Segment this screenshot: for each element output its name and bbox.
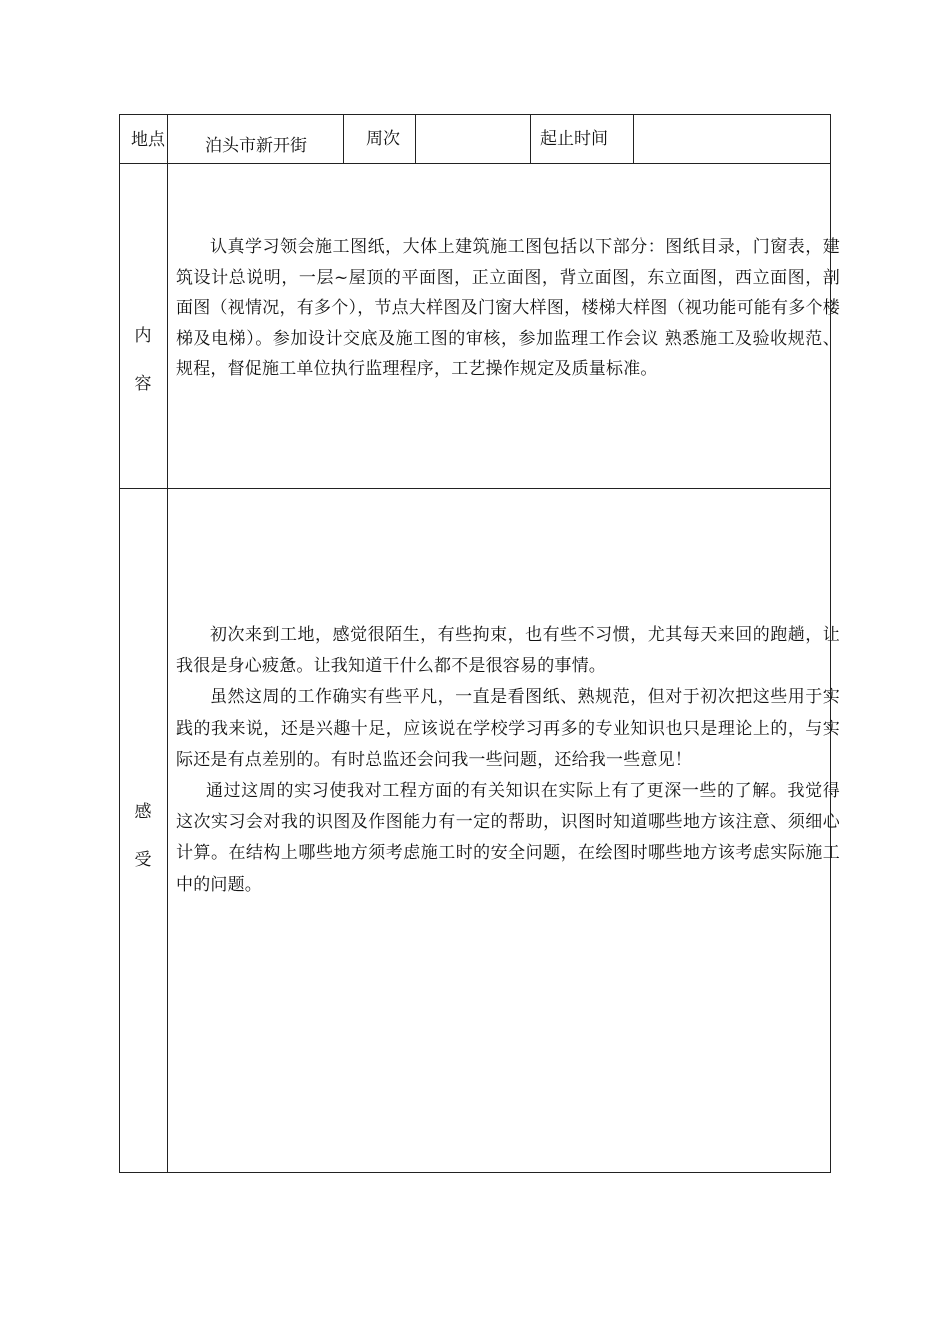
content-label-top: 内 <box>134 326 152 346</box>
week-label: 周次 <box>366 129 400 149</box>
location-value-divider <box>343 115 344 164</box>
internship-record-table <box>119 114 840 1173</box>
week-value-divider <box>530 115 531 164</box>
reflection-label-top: 感 <box>134 802 152 822</box>
period-label-divider <box>633 115 634 164</box>
reflection-paragraph-3: 通过这周的实习使我对工程方面的有关知识在实际上有了更深一些的了解。我觉得这次实习会对我的识图及作图能力有一定的帮助，识图时知道哪些地方该注意、须细心计算。在结构上哪些地方须考虑施工时的安全问题，在绘图时哪些地方该考虑实际施工中的问题。 <box>176 781 840 895</box>
reflection-label <box>120 788 166 884</box>
content-row-divider <box>120 488 830 489</box>
period-label: 起止时间 <box>540 129 608 149</box>
content-label <box>120 312 166 408</box>
reflection-paragraph-2: 虽然这周的工作确实有些平凡，一直是看图纸、熟规范，但对于初次把这些用于实践的我来说，还是兴趣十足，应该说在学校学习再多的专业知识也只是理论上的，与实际还是有点差别的。有时总监还会问我一些问题，还给我一些意见！ <box>176 687 840 770</box>
reflection-section <box>176 620 840 901</box>
location-label: 地点 <box>131 130 165 150</box>
content-label-bottom: 容 <box>134 374 152 394</box>
week-label-divider <box>415 115 416 164</box>
content-section <box>176 232 840 385</box>
location-value: 泊头市新开街 <box>205 136 307 156</box>
left-column-divider <box>167 115 168 1172</box>
header-row-divider <box>120 163 830 164</box>
reflection-label-bottom: 受 <box>134 850 152 870</box>
content-paragraph: 认真学习领会施工图纸，大体上建筑施工图包括以下部分：图纸目录，门窗表，建筑设计总说明，一层~屋顶的平面图，正立面图，背立面图，东立面图，西立面图，剖面图（视情况，有多个），节点大样图及门窗大样图，楼梯大样图（视功能可能有多个楼梯及电梯）。参加设计交底及施工图的审核，参加监理工作会议 熟悉施工及验收规范、规程，督促施工单位执行监理程序，工艺操作规定及质量标准。 <box>176 237 840 380</box>
reflection-paragraph-1: 初次来到工地，感觉很陌生，有些拘束，也有些不习惯，尤其每天来回的跑趟，让我很是身心疲惫。让我知道干什么都不是很容易的事情。 <box>176 625 840 677</box>
